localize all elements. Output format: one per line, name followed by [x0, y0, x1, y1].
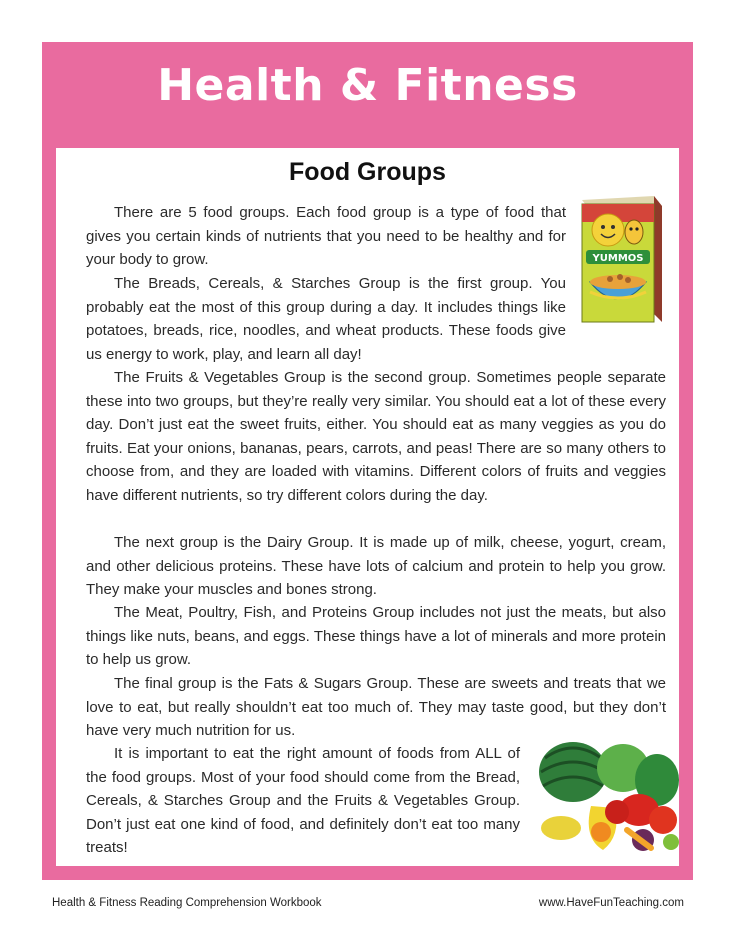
- fruits-vegetables-illustration: [531, 728, 681, 858]
- cereal-box-label: YUMMOS: [592, 253, 644, 264]
- cereal-box-illustration: [574, 194, 664, 326]
- paragraph-dairy: The next group is the Dairy Group. It is made up of milk, cheese, yogurt, cream, and other delicious proteins. These have lots of calcium and protein to help you grow. They make your muscles and bones strong.: [86, 534, 666, 599]
- page-frame: [42, 42, 693, 880]
- banner-title: Health & Fitness: [157, 60, 578, 111]
- footer-website: www.HaveFunTeaching.com: [538, 897, 684, 909]
- document-title: Food Groups: [289, 158, 446, 186]
- footer-workbook-title: Health & Fitness Reading Comprehension Workbook: [52, 897, 322, 909]
- content-panel: [56, 148, 679, 866]
- paragraph-fats-sugars: The final group is the Fats & Sugars Group. These are sweets and treats that we love to eat, but really shouldn’t eat too much of. They may taste good, but they don’t have very much nutrition for us.: [86, 675, 666, 740]
- paragraph-meat: The Meat, Poultry, Fish, and Proteins Group includes not just the meats, but also things like nuts, beans, and eggs. These things have a lot of minerals and more protein to help us grow.: [86, 604, 666, 669]
- paragraph-conclusion: It is important to eat the right amount of foods from ALL of the food groups. Most of your food should come from the Bread, Cereals, & Starches Group and the Fruits & Vegetables Group. Don’t just eat one kind of food, and definitely don’t eat too many treats!: [86, 745, 520, 857]
- paragraph-fruits-vegetables: The Fruits & Vegetables Group is the second group. Sometimes people separate these into two groups, but they’re really very similar. You should eat a lot of these every day. Don’t just eat the sweet fruits, either. You should eat as many veggies as you do fruits. Eat your onions, bananas, pears, carrots, and peas! There are so many others to choose from, and they are loaded with vitamins. Different colors of fruits and veggies have different nutrients, so try different colors during the day.: [86, 369, 666, 504]
- paragraph-breads: The Breads, Cereals, & Starches Group is the first group. You probably eat the most of this group during a day. It includes things like potatoes, breads, rice, noodles, and wheat products. These foods give us energy to work, play, and learn all day!: [86, 275, 566, 363]
- paragraph-intro: There are 5 food groups. Each food group is a type of food that gives you certain kinds of nutrients that you need to be healthy and for your body to grow.: [86, 204, 566, 269]
